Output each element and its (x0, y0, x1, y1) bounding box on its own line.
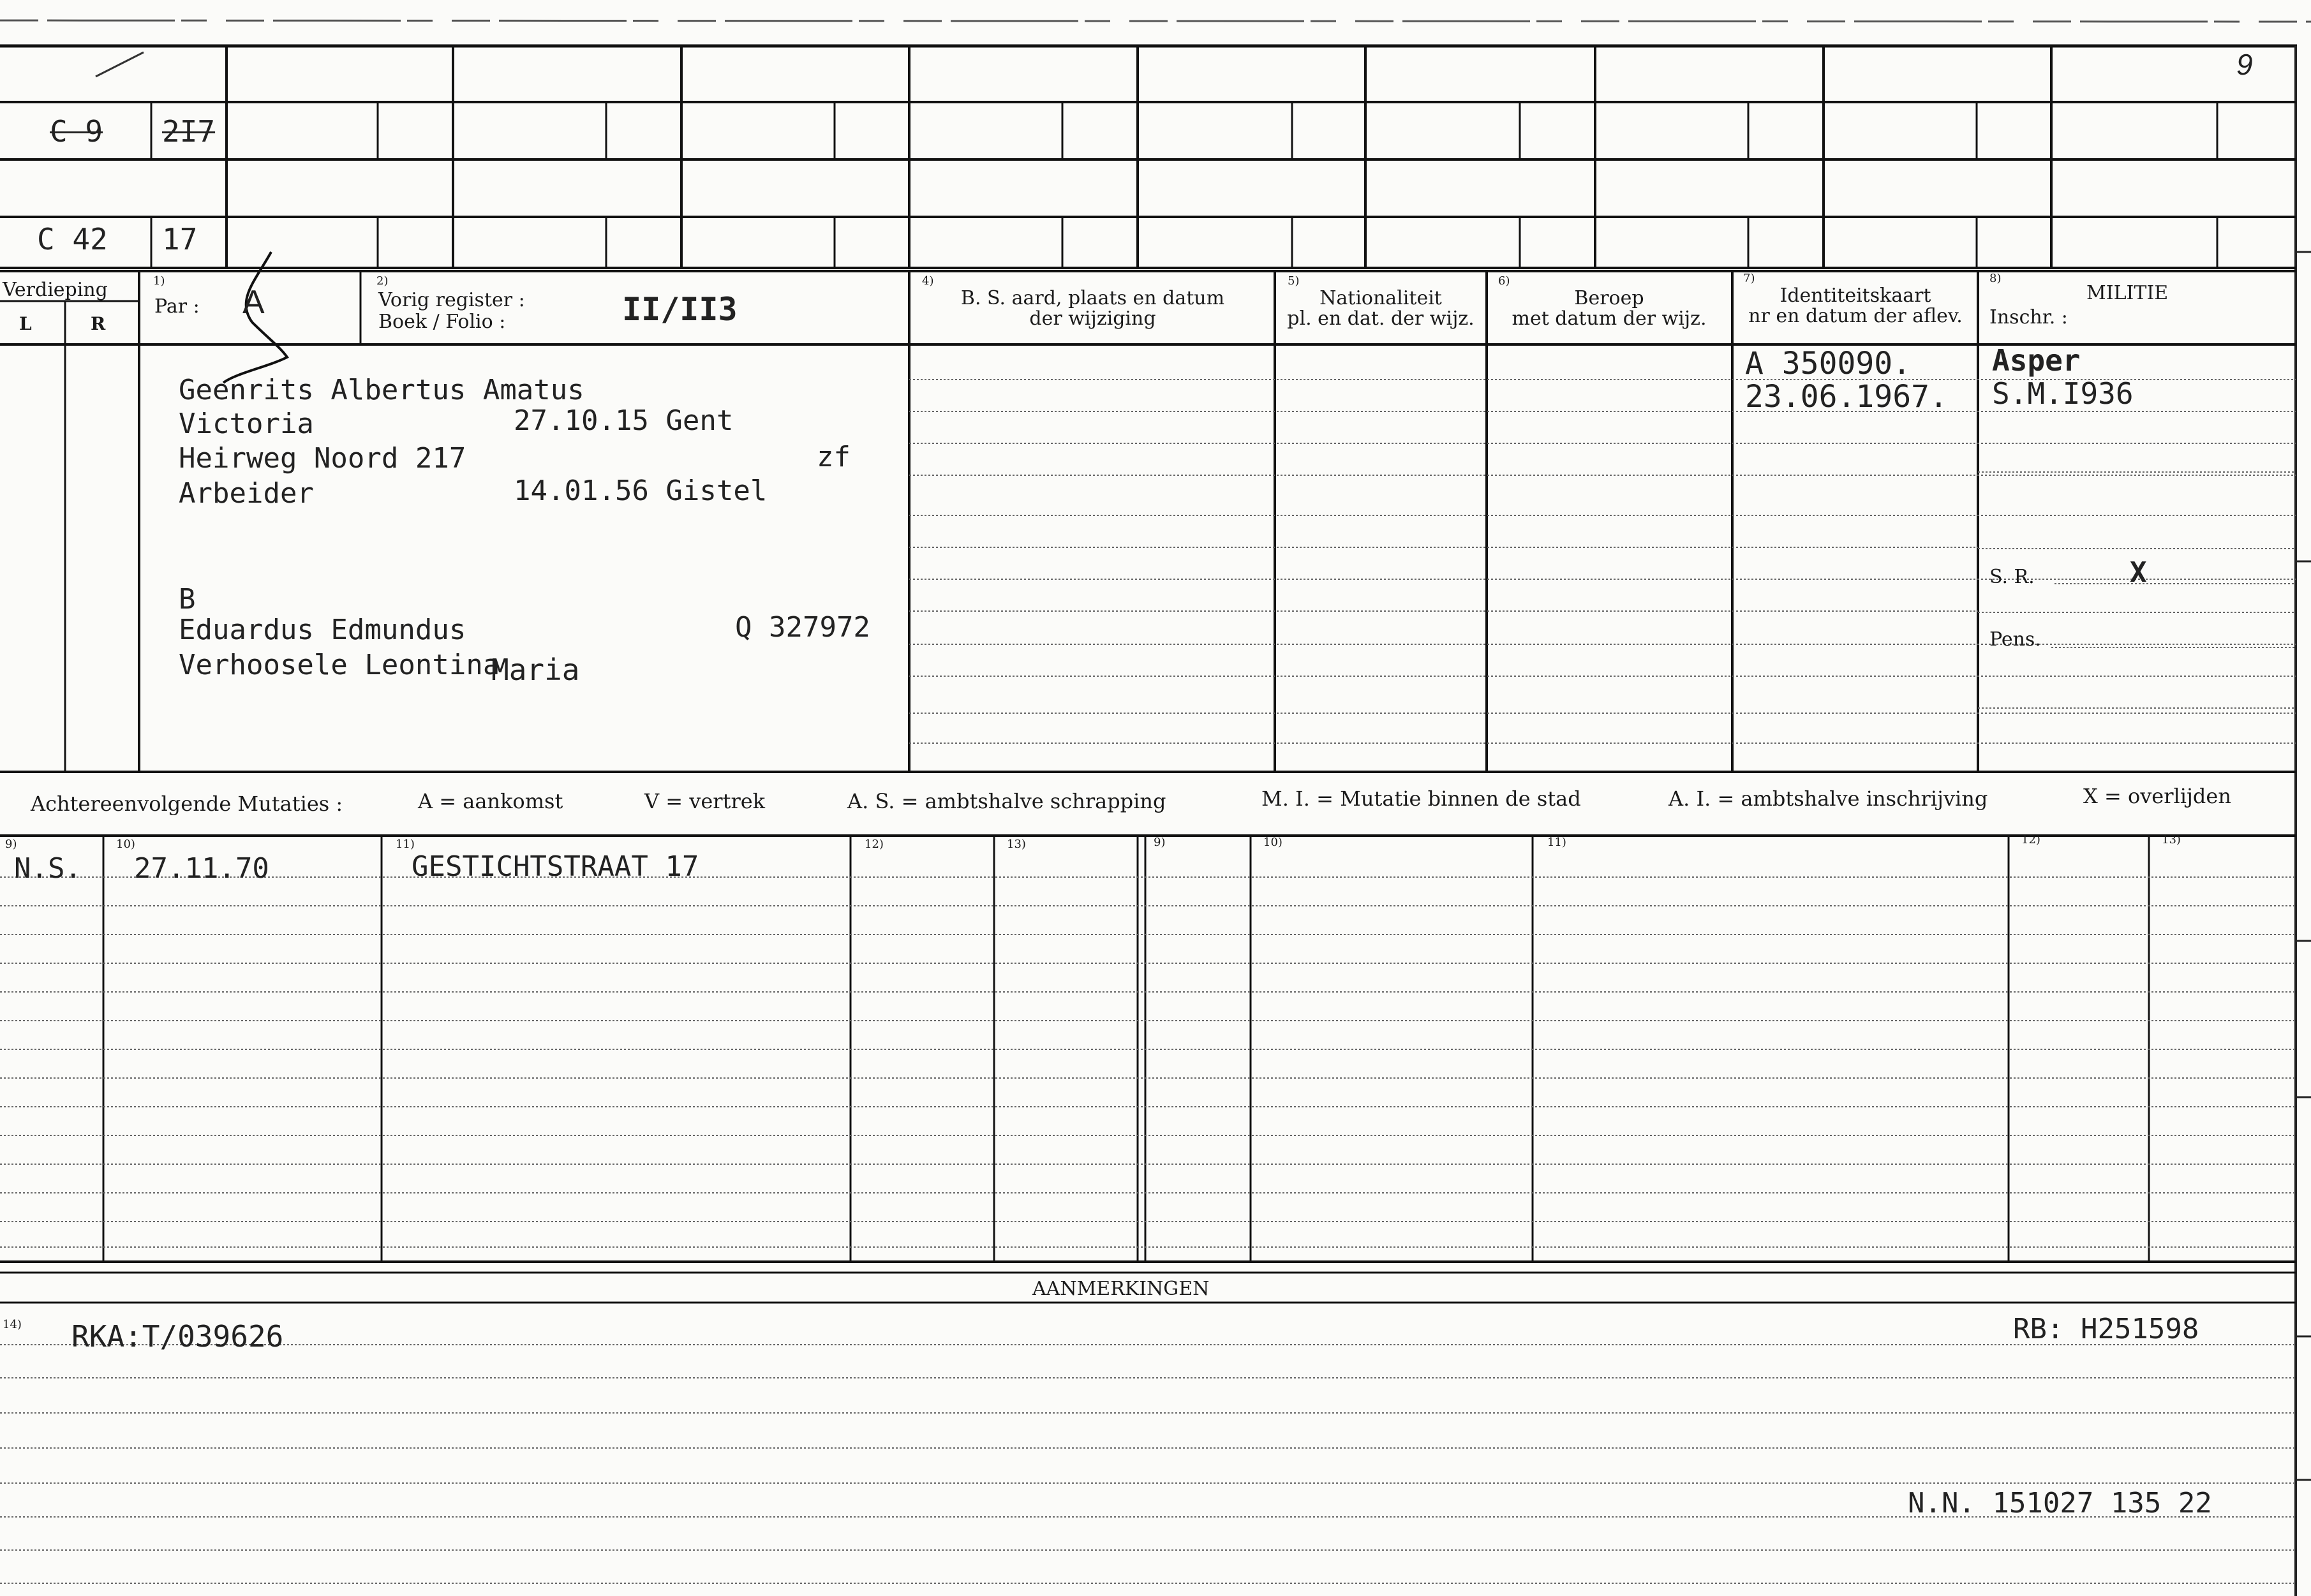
identity-card-header-line1: Identiteitskaart (1780, 284, 1931, 307)
person-first-name-cont: Victoria (179, 408, 314, 440)
mutation-col-9: 9) (5, 838, 17, 851)
card-number: 9 (2236, 48, 2253, 81)
field-number-6: 6) (1498, 274, 1510, 288)
civil-status-header-line2: der wijziging (1029, 307, 1156, 330)
civil-status-header-line1: B. S. aard, plaats en datum (960, 287, 1225, 309)
legend-inschrijving: A. I. = ambtshalve inschrijving (1668, 787, 1988, 811)
mutation-col-12b: 12) (2021, 833, 2040, 846)
legend-mutatie: M. I. = Mutatie binnen de stad (1261, 787, 1581, 811)
mutation-col-10: 10) (116, 838, 135, 851)
occupation-header (1488, 288, 1730, 329)
document-code: Q 327972 (735, 611, 870, 644)
legend-title: Achtereenvolgende Mutaties : (31, 792, 343, 816)
mutation-type: N.S. (14, 852, 82, 885)
field-number-1: 1) (153, 274, 165, 288)
sr-label: S. R. (1989, 566, 2035, 588)
mutation-col-9b: 9) (1154, 836, 1166, 849)
mutation-date: 27.11.70 (134, 852, 269, 885)
field-number-14: 14) (3, 1318, 22, 1331)
floor-right-label: R (91, 313, 106, 334)
boek-folio-label: Boek / Folio : (378, 311, 506, 333)
legend-overlijden: X = overlijden (2083, 784, 2231, 808)
sr-value: X (2130, 556, 2147, 589)
birth-date-place: 27.10.15 Gent (514, 404, 734, 437)
occupation: Arbeider (179, 477, 314, 510)
mutation-address: GESTICHTSTRAAT 17 (412, 850, 699, 883)
vorig-register-label: Vorig register : (378, 289, 525, 311)
legend-vertrek: V = vertrek (644, 789, 766, 813)
par-value: A (242, 284, 265, 321)
militie-label: MILITIE (2086, 282, 2169, 304)
nationality-header-line2: pl. en dat. der wijz. (1287, 307, 1475, 330)
mutation-col-10b: 10) (1263, 836, 1282, 849)
old-section-number: 2I7 (162, 114, 216, 149)
arrival-date-place: 14.01.56 Gistel (514, 475, 768, 507)
mother-name-extra: Maria (491, 653, 580, 687)
field-number-8: 8) (1989, 272, 2002, 285)
occupation-header-line1: Beroep (1574, 287, 1644, 309)
militie-inschr-year: S.M.I936 (1992, 376, 2134, 411)
occupation-header-line2: met datum der wijz. (1512, 307, 1707, 330)
mutation-col-13: 13) (1007, 838, 1026, 851)
remarks-title: AANMERKINGEN (1032, 1278, 1210, 1300)
verdieping-label: Verdieping (3, 279, 108, 301)
identity-card-number: A 350090. (1745, 346, 1912, 381)
identity-card-header (1734, 286, 1977, 326)
nationality-header-line1: Nationaliteit (1319, 287, 1442, 309)
status-letter: B (179, 583, 196, 616)
father-name: Eduardus Edmundus (179, 614, 466, 646)
field-number-4: 4) (922, 274, 934, 288)
par-label: Par : (154, 295, 200, 318)
mutation-col-11b: 11) (1547, 836, 1566, 849)
floor-left-label: L (19, 313, 32, 334)
field-number-2: 2) (376, 274, 389, 288)
field-number-5: 5) (1288, 274, 1300, 288)
address-mark: zf (817, 441, 851, 473)
address: Heirweg Noord 217 (179, 442, 466, 475)
civil-status-header (912, 288, 1273, 329)
legend-aankomst: A = aankomst (418, 789, 563, 813)
legend-schrapping: A. S. = ambtshalve schrapping (847, 789, 1166, 813)
identity-card-date: 23.06.1967. (1745, 379, 1948, 415)
mutation-col-13b: 13) (2162, 833, 2181, 846)
section-code: C 42 (37, 222, 108, 256)
mutation-col-12: 12) (865, 838, 884, 851)
rka-number: RKA:T/039626 (71, 1319, 284, 1354)
nationality-header (1276, 288, 1485, 329)
section-number: 17 (162, 222, 198, 256)
person-name: Geenrits Albertus Amatus (179, 374, 584, 406)
mutation-col-11: 11) (396, 838, 415, 851)
national-number: N.N. 151027 135 22 (1908, 1487, 2212, 1519)
field-number-7: 7) (1743, 272, 1755, 285)
previous-register-value: II/II3 (622, 291, 738, 328)
pens-label: Pens. (1989, 628, 2041, 651)
militie-inschr-value: Asper (1992, 343, 2081, 378)
old-section-code: C 9 (50, 114, 103, 149)
mother-name: Verhoosele Leontina (179, 649, 500, 681)
identity-card-header-line2: nr en datum der aflev. (1748, 304, 1963, 327)
inschr-label: Inschr. : (1989, 306, 2068, 329)
rb-number: RB: H251598 (2013, 1313, 2199, 1345)
